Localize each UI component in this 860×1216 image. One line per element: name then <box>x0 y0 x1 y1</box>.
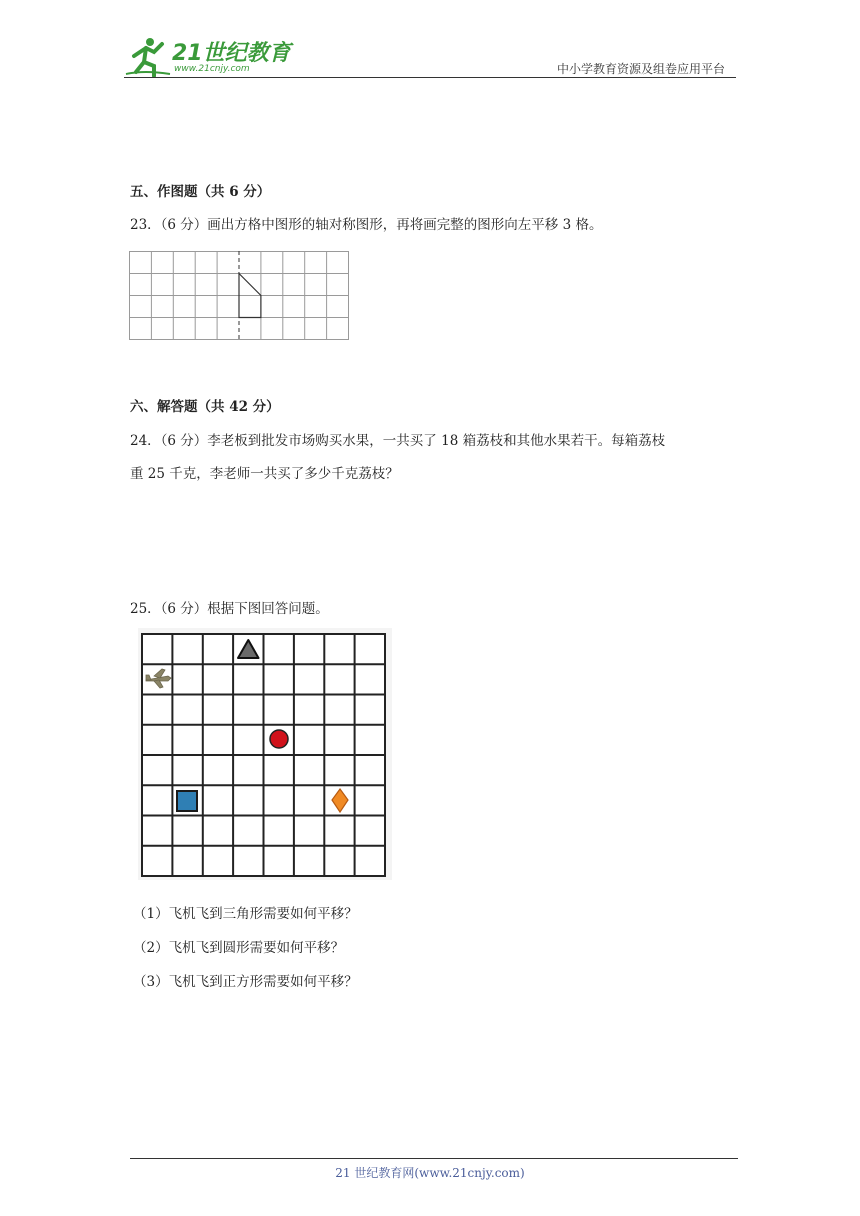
question-25-grid <box>138 628 392 880</box>
logo-text: 21世纪教育 <box>172 41 291 66</box>
question-23-grid <box>129 251 350 341</box>
question-23: 23．（6 分）画出方格中图形的轴对称图形，再将画完整的图形向左平移 3 格。 <box>130 217 603 233</box>
square-icon <box>177 791 197 811</box>
question-25-sub-1: （1）飞机飞到三角形需要如何平移？ <box>133 906 358 922</box>
logo-url: www.21cnjy.com <box>174 64 250 74</box>
section-5-title: 五、作图题（共 6 分） <box>130 184 271 200</box>
footer-text: 21 世纪教育网(www.21cnjy.com) <box>335 1166 525 1180</box>
question-25: 25．（6 分）根据下图回答问题。 <box>130 601 329 617</box>
logo <box>124 34 294 78</box>
question-24-line-1: 24．（6 分）李老板到批发市场购买水果，一共买了 18 箱荔枝和其他水果若干。每箱荔枝 <box>130 433 666 449</box>
question-25-sub-2: （2）飞机飞到圆形需要如何平移？ <box>133 940 345 956</box>
runner-logo-icon <box>124 34 172 78</box>
circle-icon <box>270 730 288 748</box>
question-24-line-2: 重 25 千克，李老师一共买了多少千克荔枝？ <box>130 466 399 482</box>
header-divider <box>124 77 736 78</box>
footer-divider <box>130 1158 738 1159</box>
question-25-sub-3: （3）飞机飞到正方形需要如何平移？ <box>133 974 358 990</box>
platform-name: 中小学教育资源及组卷应用平台 <box>556 62 725 76</box>
section-6-title: 六、解答题（共 42 分） <box>130 399 280 415</box>
